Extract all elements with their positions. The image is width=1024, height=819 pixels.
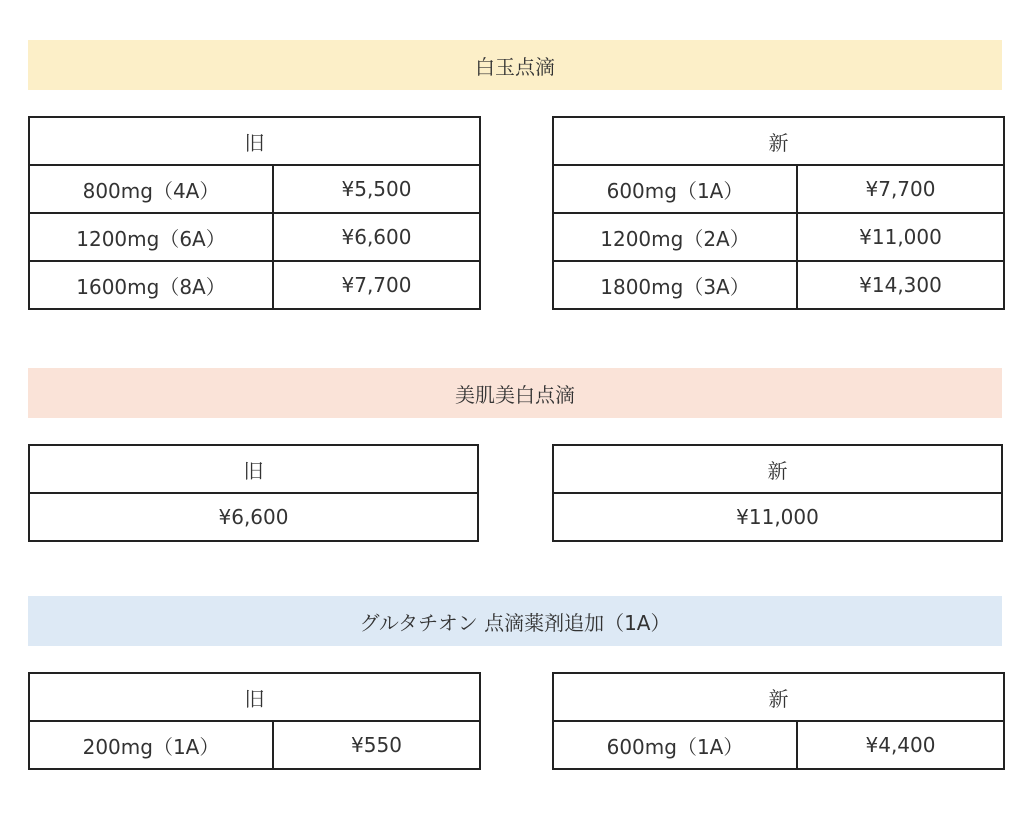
dose-cell: 600mg（1A） bbox=[553, 165, 797, 213]
table-row bbox=[29, 213, 480, 261]
dose-cell: 800mg（4A） bbox=[29, 165, 273, 213]
shiratama-new-table bbox=[552, 116, 1005, 310]
new-header: 新 bbox=[553, 673, 1004, 721]
dose-cell: 1200mg（6A） bbox=[29, 213, 273, 261]
price-cell: ¥11,000 bbox=[553, 493, 1002, 541]
dose-cell: 1600mg（8A） bbox=[29, 261, 273, 309]
table-row bbox=[29, 721, 480, 769]
dose-cell: 200mg（1A） bbox=[29, 721, 273, 769]
bihada-old-table bbox=[28, 444, 479, 542]
price-cell: ¥7,700 bbox=[797, 165, 1004, 213]
table-row bbox=[553, 213, 1004, 261]
old-header: 旧 bbox=[29, 673, 480, 721]
section-title-shiratama: 白玉点滴 bbox=[28, 40, 1002, 90]
table-row bbox=[553, 261, 1004, 309]
dose-cell: 600mg（1A） bbox=[553, 721, 797, 769]
new-header: 新 bbox=[553, 445, 1002, 493]
price-cell: ¥4,400 bbox=[797, 721, 1004, 769]
glutathione-old-table bbox=[28, 672, 481, 770]
dose-cell: 1800mg（3A） bbox=[553, 261, 797, 309]
dose-cell: 1200mg（2A） bbox=[553, 213, 797, 261]
price-cell: ¥5,500 bbox=[273, 165, 480, 213]
price-cell: ¥550 bbox=[273, 721, 480, 769]
price-cell: ¥7,700 bbox=[273, 261, 480, 309]
table-row bbox=[29, 261, 480, 309]
section-title-bihada: 美肌美白点滴 bbox=[28, 368, 1002, 418]
shiratama-old-table bbox=[28, 116, 481, 310]
price-cell: ¥14,300 bbox=[797, 261, 1004, 309]
table-row bbox=[553, 165, 1004, 213]
glutathione-new-table bbox=[552, 672, 1005, 770]
table-row bbox=[553, 493, 1002, 541]
table-row bbox=[553, 721, 1004, 769]
table-row bbox=[29, 165, 480, 213]
section-title-glutathione: グルタチオン 点滴薬剤追加（1A） bbox=[28, 596, 1002, 646]
old-header: 旧 bbox=[29, 445, 478, 493]
price-cell: ¥11,000 bbox=[797, 213, 1004, 261]
price-cell: ¥6,600 bbox=[273, 213, 480, 261]
new-header: 新 bbox=[553, 117, 1004, 165]
price-cell: ¥6,600 bbox=[29, 493, 478, 541]
table-row bbox=[29, 493, 478, 541]
old-header: 旧 bbox=[29, 117, 480, 165]
bihada-new-table bbox=[552, 444, 1003, 542]
